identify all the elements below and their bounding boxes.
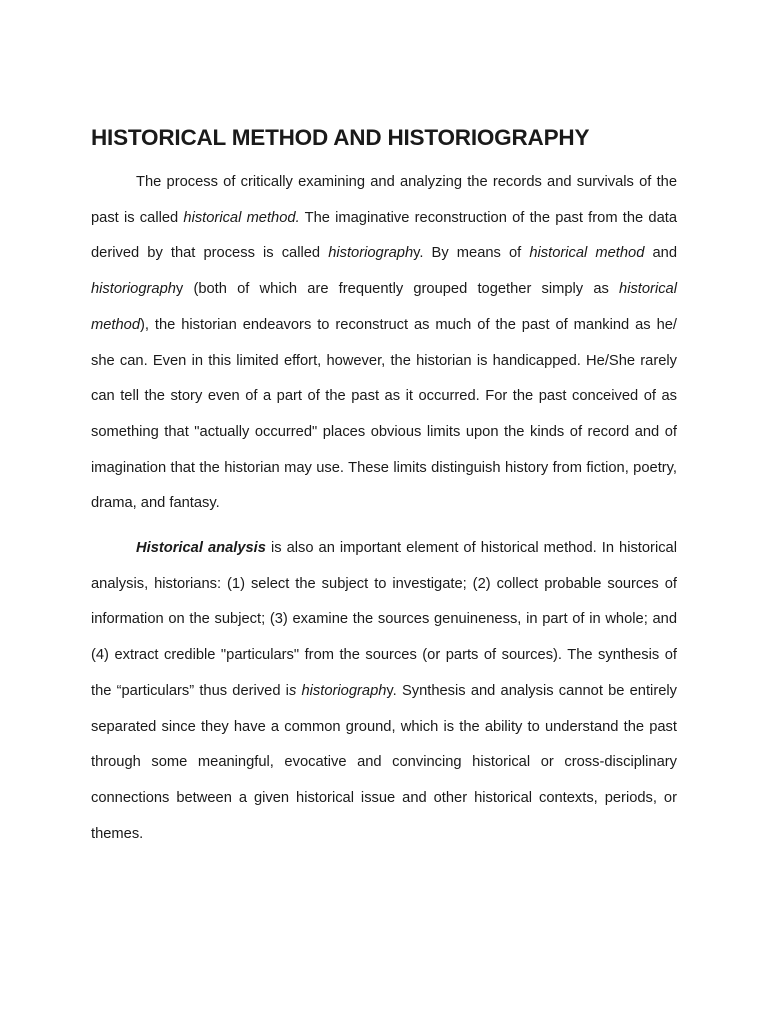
text-run: y. Synthesis and analysis cannot be entirely separated since they have a common ground, which is the ability to understand the past through some meaningful, evocative and convincing historical or cross-disciplinary connections between a given historical issue and other historical contexts, periods, or themes. [91, 682, 677, 842]
text-run: y (both of which are frequently grouped together simply as [175, 281, 620, 298]
text-run: and [644, 245, 677, 262]
text-run: The process of critically examining and analyzing the records and survivals of the past is called [91, 174, 677, 226]
paragraph-historical-method [91, 165, 677, 522]
italic-term: historical method. [183, 209, 300, 226]
page-title: HISTORICAL METHOD AND HISTORIOGRAPHY [91, 125, 590, 150]
text-run: ), the historian endeavors to reconstruct as much of the past of mankind as he/ she can. Even in this limited effort, however, the historian is handicapped. He/She rarely can tell the story even of a part of the past as it occurred. For the past conceived of as something that "actually occurred" places obvious limits upon the kinds of record and of imagination that the historian may use. These limits distinguish history from fiction, poetry, drama, and fantasy. [91, 316, 677, 512]
italic-term: historiograph [91, 281, 176, 298]
italic-term: historical method [91, 281, 677, 333]
text-run: The imaginative reconstruction of the past from the data derived by that process is called [91, 209, 677, 262]
paragraph-historical-analysis [91, 531, 677, 852]
bold-italic-term [136, 540, 266, 556]
bold-italic-term-text: Historical analysis [136, 540, 266, 556]
italic-term: s historiograph [288, 682, 387, 699]
text-run: y. By means of [413, 245, 530, 262]
italic-term: historical method [529, 245, 645, 262]
italic-term: historiograph [328, 245, 414, 262]
text-run: is also an important element of historical method. In historical analysis, historians: (1) select the subject to investigate; (2) collect probable sources of information on the subject; (3) examine the sources genuineness, in part of in whole; and (4) extract credible "particulars" from the sources (or parts of sources). The synthesis of the “particulars” thus derived i [91, 540, 677, 699]
